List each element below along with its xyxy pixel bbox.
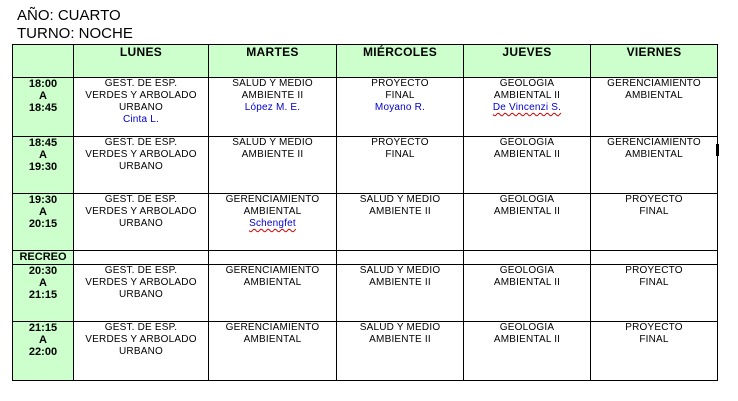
shift-label: TURNO: NOCHE: [17, 25, 133, 42]
subject-name: GEST. DE ESP. VERDES Y ARBOLADO URBANO: [85, 137, 197, 172]
time-slot-line: A: [39, 206, 47, 218]
class-cell: [464, 322, 591, 381]
class-cell: [591, 265, 718, 322]
class-cell: [464, 78, 591, 137]
class-cell: [591, 194, 718, 251]
subject-name: GEST. DE ESP. VERDES Y ARBOLADO URBANO: [85, 265, 197, 300]
class-cell: [591, 322, 718, 381]
class-cell: [337, 78, 464, 137]
class-cell: [591, 137, 718, 194]
time-row: [13, 265, 718, 322]
class-cell: [464, 137, 591, 194]
subject-name: PROYECTO FINAL: [371, 78, 429, 101]
teacher-name: Schengfet: [249, 218, 296, 229]
class-cell: [209, 194, 337, 251]
time-slot: [13, 322, 74, 381]
teacher-name: Cinta L.: [122, 114, 160, 125]
subject-name: GEST. DE ESP. VERDES Y ARBOLADO URBANO: [85, 78, 197, 113]
time-row: [13, 194, 718, 251]
class-cell: [209, 78, 337, 137]
class-cell: [74, 78, 209, 137]
teacher-name: Moyano R.: [374, 102, 426, 113]
class-cell: [464, 194, 591, 251]
time-slot-line: 19:30: [28, 161, 58, 173]
class-cell: [337, 322, 464, 381]
recreo-cell: [464, 251, 591, 265]
subject-name: GERENCIAMIENTO AMBIENTAL: [225, 265, 320, 288]
time-slot-line: 20:15: [28, 218, 58, 230]
subject-name: GERENCIAMIENTO AMBIENTAL: [225, 194, 320, 217]
subject-name: GERENCIAMIENTO AMBIENTAL: [607, 78, 701, 101]
subject-name: GEOLOGIA AMBIENTAL II: [493, 194, 561, 217]
recreo-label: RECREO: [13, 251, 74, 265]
day-header-monday: LUNES: [74, 45, 209, 78]
class-cell: [74, 322, 209, 381]
time-slot: [13, 137, 74, 194]
time-slot-line: 20:30: [28, 265, 58, 277]
time-slot-line: 18:00: [28, 78, 58, 90]
time-slot: [13, 194, 74, 251]
subject-name: SALUD Y MEDIO AMBIENTE II: [359, 194, 441, 217]
class-cell: [74, 194, 209, 251]
subject-name: SALUD Y MEDIO AMBIENTE II: [232, 78, 313, 101]
cursor-marker: [716, 144, 719, 156]
time-slot: [13, 265, 74, 322]
recreo-cell: [591, 251, 718, 265]
time-row: [13, 322, 718, 381]
day-header-row: [13, 45, 718, 78]
class-cell: [337, 194, 464, 251]
subject-name: PROYECTO FINAL: [371, 137, 429, 160]
day-header-tuesday: MARTES: [209, 45, 337, 78]
class-cell: [337, 265, 464, 322]
time-slot-line: 21:15: [28, 322, 58, 334]
subject-name: GEOLOGIA AMBIENTAL II: [493, 265, 561, 288]
subject-name: PROYECTO FINAL: [625, 265, 683, 288]
recreo-cell: [74, 251, 209, 265]
schedule-table: [12, 44, 718, 381]
day-header-wednesday: MIÉRCOLES: [337, 45, 464, 78]
time-slot-line: 18:45: [28, 102, 58, 114]
time-slot-line: 19:30: [28, 194, 58, 206]
subject-name: GEOLOGIA AMBIENTAL II: [493, 322, 561, 345]
subject-name: GEOLOGIA AMBIENTAL II: [493, 78, 561, 101]
class-cell: [337, 137, 464, 194]
subject-name: PROYECTO FINAL: [625, 322, 683, 345]
class-cell: [74, 265, 209, 322]
class-cell: [209, 137, 337, 194]
recreo-cell: [209, 251, 337, 265]
time-slot-line: 22:00: [28, 346, 58, 358]
class-cell: [209, 265, 337, 322]
class-cell: [74, 137, 209, 194]
time-slot-line: A: [39, 149, 47, 161]
teacher-name: De Vincenzi S.: [492, 102, 562, 113]
time-slot-line: A: [39, 277, 47, 289]
time-slot-line: A: [39, 90, 47, 102]
class-cell: [591, 78, 718, 137]
subject-name: SALUD Y MEDIO AMBIENTE II: [232, 137, 313, 160]
subject-name: GEST. DE ESP. VERDES Y ARBOLADO URBANO: [85, 322, 197, 357]
subject-name: SALUD Y MEDIO AMBIENTE II: [359, 265, 441, 288]
teacher-name: López M. E.: [244, 102, 301, 113]
year-label: AÑO: CUARTO: [17, 7, 121, 24]
subject-name: SALUD Y MEDIO AMBIENTE II: [359, 322, 441, 345]
class-cell: [464, 265, 591, 322]
day-header-friday: VIERNES: [591, 45, 718, 78]
subject-name: GERENCIAMIENTO AMBIENTAL: [225, 322, 320, 345]
recreo-cell: [337, 251, 464, 265]
subject-name: GERENCIAMIENTO AMBIENTAL: [607, 137, 701, 160]
corner-cell: [13, 45, 74, 78]
schedule-body: [13, 78, 718, 381]
time-slot-line: 18:45: [28, 137, 58, 149]
time-slot-line: A: [39, 334, 47, 346]
time-slot-line: 21:15: [28, 289, 58, 301]
day-header-thursday: JUEVES: [464, 45, 591, 78]
recreo-row: [13, 251, 718, 265]
time-row: [13, 137, 718, 194]
subject-name: GEOLOGIA AMBIENTAL II: [493, 137, 561, 160]
schedule-header: [17, 7, 133, 43]
time-row: [13, 78, 718, 137]
class-cell: [209, 322, 337, 381]
subject-name: PROYECTO FINAL: [625, 194, 683, 217]
time-slot: [13, 78, 74, 137]
subject-name: GEST. DE ESP. VERDES Y ARBOLADO URBANO: [85, 194, 197, 229]
